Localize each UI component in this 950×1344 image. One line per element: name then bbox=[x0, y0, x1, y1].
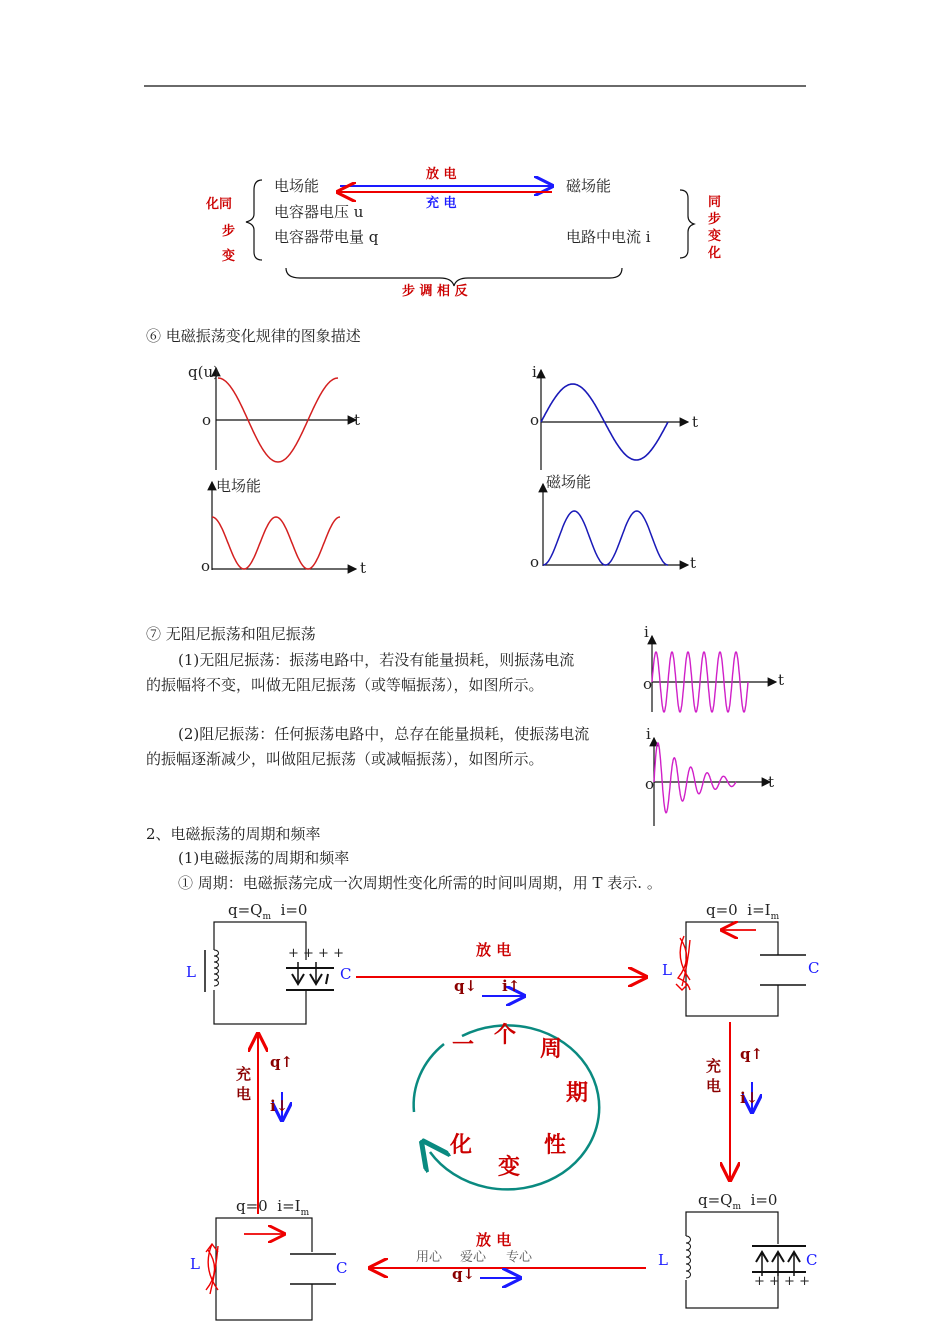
graph3-xlabel: t bbox=[360, 559, 367, 577]
undamped-ylabel: i bbox=[644, 623, 649, 641]
top-q-label: q↓ bbox=[454, 977, 478, 995]
graph-magnetic-energy bbox=[543, 484, 688, 566]
circuit-top-right bbox=[676, 922, 806, 1016]
arrow-discharge-label: 放 电 bbox=[426, 167, 457, 182]
right-brace bbox=[680, 190, 694, 258]
graph-damped bbox=[654, 738, 770, 826]
left-i-label: i↓ bbox=[270, 1097, 289, 1115]
tr-state: q=0 $i=I_m$ bbox=[706, 901, 780, 922]
section2-item1: ① 周期：电磁振荡完成一次周期性变化所需的时间叫周期，用 T 表示. 。 bbox=[178, 874, 662, 892]
right-side-label-2: 步 bbox=[708, 212, 722, 227]
graph-undamped bbox=[652, 636, 776, 712]
section2-sub1: (1)电磁振荡的周期和频率 bbox=[178, 849, 350, 867]
graph4-ylabel: 磁场能 bbox=[546, 473, 592, 491]
bl-inductor-label: L bbox=[190, 1255, 200, 1273]
graph-qu bbox=[216, 368, 356, 470]
top-i-label: i↑ bbox=[502, 977, 521, 995]
left-q-label: q↑ bbox=[270, 1053, 294, 1071]
section6-heading: ⑥ 电磁振荡变化规律的图象描述 bbox=[146, 327, 361, 345]
right-arrow-label-1: 充 bbox=[706, 1057, 722, 1075]
graph1-xlabel: t bbox=[354, 411, 361, 429]
graph1-origin: o bbox=[202, 411, 212, 429]
center-char-4: 期 bbox=[566, 1080, 589, 1106]
circuit-bottom-right bbox=[686, 1212, 806, 1308]
left-side-label-1: 化同 bbox=[206, 197, 233, 212]
left-item-voltage: 电容器电压 u bbox=[274, 203, 364, 221]
watermark-3: 专心 bbox=[506, 1250, 533, 1265]
br-inductor-label: L bbox=[658, 1251, 668, 1269]
right-side-label-4: 化 bbox=[708, 246, 722, 261]
center-char-2: 个 bbox=[494, 1022, 517, 1048]
graph4-xlabel: t bbox=[690, 554, 697, 572]
section7-p2-line2: 的振幅逐渐减少，叫做阻尼振荡（或减幅振荡），如图所示。 bbox=[146, 750, 544, 768]
watermark-1: 用心 bbox=[416, 1250, 443, 1265]
right-item-current: 电路中电流 i bbox=[566, 228, 651, 246]
center-char-6: 变 bbox=[498, 1154, 521, 1180]
bl-capacitor-label: C bbox=[336, 1259, 348, 1277]
undamped-origin: o bbox=[643, 675, 653, 693]
watermark-2: 爱心 bbox=[460, 1250, 487, 1265]
graph2-origin: o bbox=[530, 411, 540, 429]
tl-state: $q=Q_m$ i=0 bbox=[228, 901, 308, 922]
graph4-origin: o bbox=[530, 553, 540, 571]
tr-capacitor-label: C bbox=[808, 959, 820, 977]
left-item-charge: 电容器带电量 q bbox=[274, 228, 379, 246]
tr-inductor-label: L bbox=[662, 961, 672, 979]
left-arrow-label-2: 电 bbox=[236, 1085, 252, 1103]
circuit-bottom-left bbox=[206, 1218, 336, 1320]
center-char-3: 周 bbox=[540, 1036, 563, 1062]
bottom-q-label: q↓ bbox=[452, 1265, 476, 1283]
arrow-charge-label: 充 电 bbox=[426, 196, 457, 211]
damped-xlabel: t bbox=[768, 773, 775, 791]
right-i-label: i↓ bbox=[740, 1089, 759, 1107]
left-item-electric-energy: 电场能 bbox=[274, 177, 320, 195]
right-side-label-3: 变 bbox=[708, 229, 722, 244]
center-char-1: 一 bbox=[452, 1032, 475, 1058]
center-char-5: 性 bbox=[544, 1132, 567, 1158]
tl-capacitor-label: C bbox=[340, 965, 352, 983]
graph2-xlabel: t bbox=[692, 413, 699, 431]
center-char-7: 化 bbox=[450, 1132, 473, 1158]
section7-p1-line2: 的振幅将不变，叫做无阻尼振荡（或等幅振荡），如图所示。 bbox=[146, 676, 544, 694]
br-state: $q=Q_m$ i=0 bbox=[698, 1191, 778, 1212]
damped-ylabel: i bbox=[646, 725, 651, 743]
graph1-ylabel: q(u) bbox=[188, 363, 219, 381]
right-item-magnetic-energy: 磁场能 bbox=[566, 177, 612, 195]
bottom-brace-label: 步 调 相 反 bbox=[402, 284, 468, 299]
damped-origin: o bbox=[645, 775, 655, 793]
undamped-xlabel: t bbox=[778, 671, 785, 689]
section7-p1-line1: (1)无阻尼振荡：振荡电路中，若没有能量损耗，则振荡电流 bbox=[178, 651, 575, 669]
br-capacitor-label: C bbox=[806, 1251, 818, 1269]
right-arrow-label-2: 电 bbox=[706, 1077, 722, 1095]
section7-p2-line1: (2)阻尼振荡：任何振荡电路中，总存在能量损耗，使振荡电流 bbox=[178, 725, 590, 743]
bottom-arrow-label: 放 电 bbox=[476, 1231, 512, 1249]
right-side-label-1: 同 bbox=[708, 195, 722, 210]
left-brace bbox=[246, 180, 262, 260]
graph-i bbox=[541, 370, 688, 470]
circuit-top-left bbox=[205, 922, 334, 1024]
section2-heading: 2、电磁振荡的周期和频率 bbox=[146, 825, 321, 843]
bl-state: q=0 $i=I_m$ bbox=[236, 1197, 310, 1218]
graph3-origin: o bbox=[201, 557, 211, 575]
left-side-label-2: 步 bbox=[222, 224, 236, 239]
left-side-label-3: 变 bbox=[222, 249, 236, 264]
graph2-ylabel: i bbox=[532, 363, 537, 381]
br-plus-signs: + + + + bbox=[754, 1274, 810, 1289]
graph3-ylabel: 电场能 bbox=[216, 477, 262, 495]
right-q-label: q↑ bbox=[740, 1045, 764, 1063]
tl-plus-signs: + + + + bbox=[288, 946, 344, 961]
tl-inductor-label: L bbox=[186, 963, 196, 981]
top-arrow-label: 放 电 bbox=[476, 941, 512, 959]
left-arrow-label-1: 充 bbox=[236, 1065, 252, 1083]
section7-heading: ⑦ 无阻尼振荡和阻尼振荡 bbox=[146, 625, 316, 643]
